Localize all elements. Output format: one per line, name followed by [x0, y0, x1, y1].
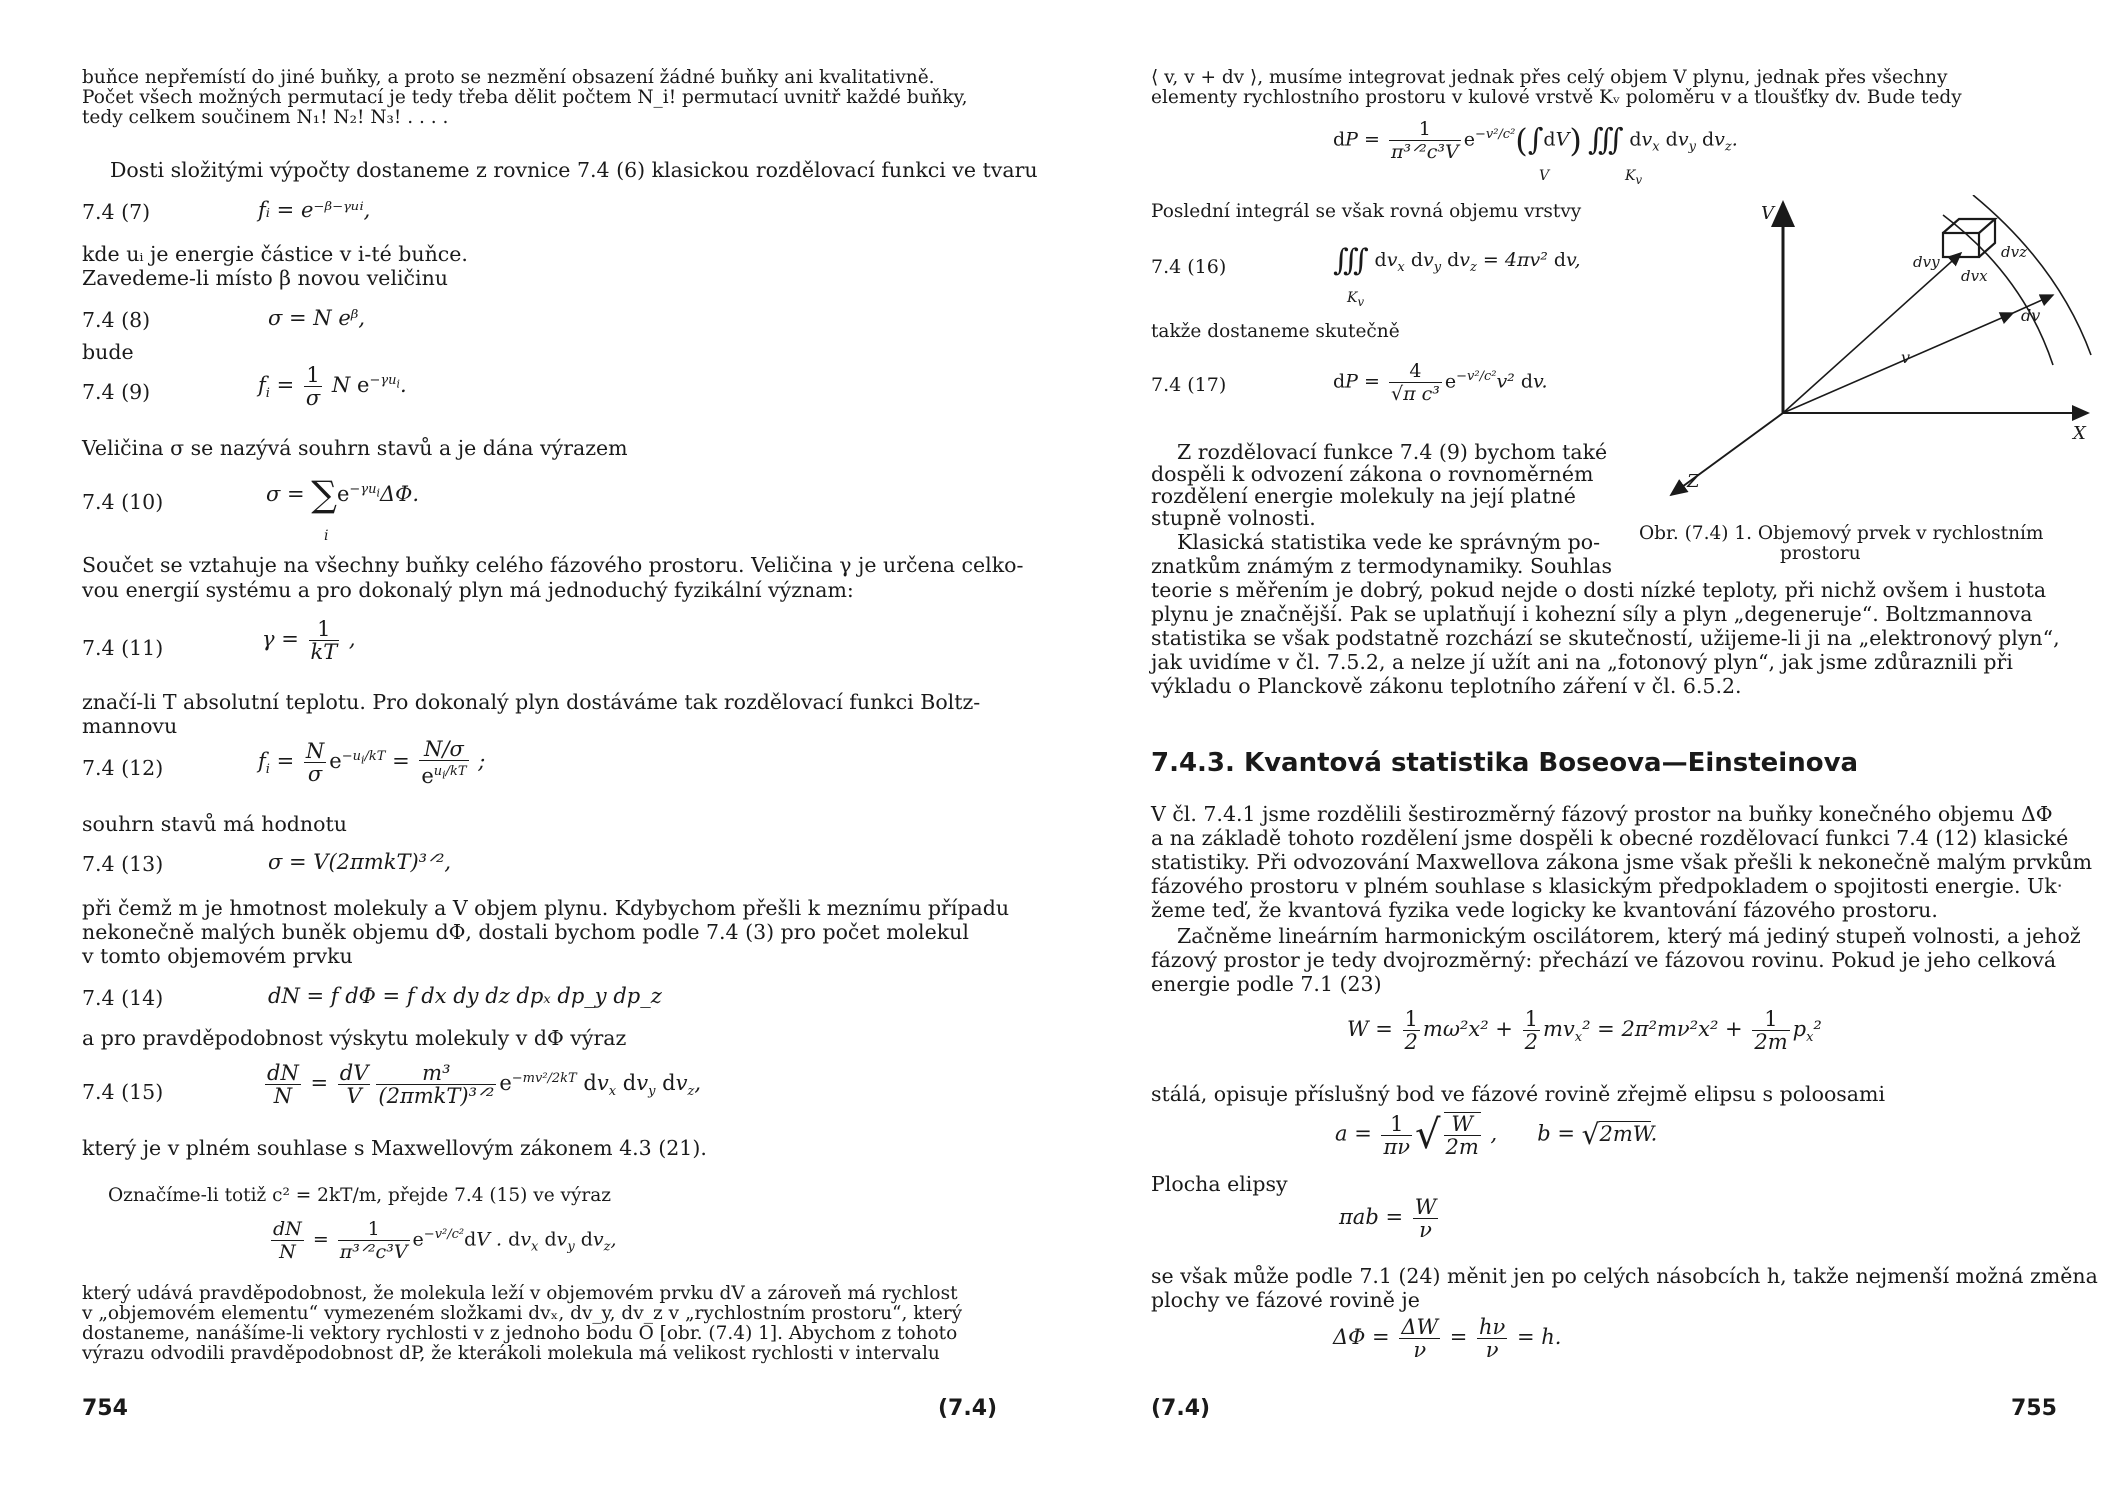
paragraph-line: při čemž m je hmotnost molekuly a V objem plynu. Kdybychom přešli k meznímu případu	[82, 896, 1010, 920]
dvx-label: dvx	[1961, 267, 1988, 285]
paragraph-line: Počet všech možných permutací je tedy třeba dělit počtem N_i! permutací uvnitř každé buňky,	[82, 87, 968, 108]
equation-label: 7.4 (9)	[82, 380, 151, 404]
paragraph-line: Součet se vztahuje na všechny buňky celého fázového prostoru. Veličina γ je určena celko-	[82, 553, 1024, 577]
section-marker: (7.4)	[1151, 1396, 1211, 1421]
paragraph-line: dostaneme, nanášíme-li vektory rychlosti v z jednoho bodu O [obr. (7.4) 1]. Abychom z tohoto	[82, 1323, 958, 1344]
paragraph-line: Zavedeme-li místo β novou veličinu	[82, 266, 448, 290]
paragraph-line: statistiky. Při odvozování Maxwellova zákona jsme však přešli k nekonečně malým prvkům	[1151, 850, 2093, 874]
paragraph-line: plochy ve fázové rovině je	[1151, 1288, 1420, 1312]
paragraph-line: kde uᵢ je energie částice v i-té buňce.	[82, 242, 468, 266]
figure-caption: Obr. (7.4) 1. Objemový prvek v rychlostním	[1639, 523, 2044, 544]
paragraph-line: Označíme-li totiž c² = 2kT/m, přejde 7.4 (15) ve výraz	[108, 1185, 612, 1206]
equation-label: 7.4 (14)	[82, 986, 164, 1010]
figure-caption: prostoru	[1780, 543, 1861, 564]
page-number: 755	[2011, 1396, 2057, 1421]
paragraph-line: Z rozdělovací funkce 7.4 (9) bychom také	[1177, 440, 1608, 464]
paragraph-line: takže dostaneme skutečně	[1151, 321, 1400, 342]
equation-17: dP = $\frac{4}{\text{√π c³}}$ $e^{-v^2/c^2}v^2$ dv.	[1333, 360, 1548, 405]
paragraph-line: tedy celkem součinem N₁! N₂! N₃! . . . .	[82, 107, 449, 128]
equation-delta-phi: ΔΦ = $\frac{\Delta W}{\nu}$ = $\frac{h\nu}{\nu}$ = h.	[1333, 1315, 1562, 1362]
paragraph-line: Dosti složitými výpočty dostaneme z rovnice 7.4 (6) klasickou rozdělovací funkci ve tvaru	[110, 158, 1038, 182]
paragraph-line: v tomto objemovém prvku	[82, 944, 353, 968]
paragraph-line: fázový prostor je tedy dvojrozměrný: přechází ve fázovou rovinu. Pokud je jeho celková	[1151, 948, 2057, 972]
paragraph-line: se však může podle 7.1 (24) měnit jen po celých násobcích h, takže nejmenší možná změna	[1151, 1264, 2098, 1288]
equation-dP: dP = $\frac{1}{\text{π³ᐟ²c³V}}$ $e^{-v^2/c^2}(\int dV)$ ∭ $dv_x$ $dv_y$ $dv_z$. V $K_v$	[1333, 118, 1738, 187]
dv-label: dv	[2021, 306, 2041, 325]
equation-semiaxes: a = $\frac{1}{\pi\nu}$ √ $\frac{W}{2m}$ , b = √2mW.	[1335, 1111, 1658, 1159]
dvz-label: dvz	[2001, 243, 2027, 261]
velocity-vector	[1783, 313, 2013, 413]
paragraph-line: teorie s měřením je dobrý, pokud nejde o dosti nízké teploty, při nichž ovšem i hustota	[1151, 578, 2047, 602]
equation-label: 7.4 (15)	[82, 1080, 164, 1104]
equation-10: $\sigma = \sum e^{-\gamma u_i}\Delta\Phi$. i	[266, 474, 419, 544]
paragraph-line: mannovu	[82, 714, 178, 738]
paragraph-line: výkladu o Planckově zákonu teplotního záření v čl. 6.5.2.	[1151, 674, 1742, 698]
page-number: 754	[82, 1396, 128, 1421]
paragraph-line: energie podle 7.1 (23)	[1151, 972, 1382, 996]
paragraph-line: plynu je značnější. Pak se uplatňují i kohezní síly a plyn „degeneruje“. Boltzmannova	[1151, 602, 2033, 626]
equation-energy: W = $\frac{1}{2}$ mω²x² + $\frac{1}{2}$ $mv_x^2 = 2\pi^2m\nu^2x^2$ + $\frac{1}{2m}$ $p_x^2$	[1347, 1007, 1822, 1054]
equation: σ = V(2πmkT)³ᐟ²,	[268, 850, 452, 874]
right-page	[1063, 0, 2126, 1500]
paragraph-line: V čl. 7.4.1 jsme rozdělili šestirozměrný fázový prostor na buňky konečného objemu ΔΦ	[1151, 802, 2053, 826]
equation-15: $\frac{dN}{N}$ = $\frac{dV}{V}$ $\frac{\text{m³}}{\text{(2πmkT)³ᐟ²}}$ $e^{-mv^2/2kT}$ $dv_x$ $dv_y$ $dv_z$,	[267, 1061, 702, 1108]
paragraph-line: značí-li T absolutní teplotu. Pro dokonalý plyn dostáváme tak rozdělovací funkci Boltz-	[82, 690, 981, 714]
paragraph-line: který udává pravděpodobnost, že molekula leží v objemovém prvku dV a zároveň má rychlost	[82, 1283, 958, 1304]
paragraph-line: a na základě tohoto rozdělení jsme dospěli k obecné rozdělovací funkci 7.4 (12) klasické	[1151, 826, 2069, 850]
paragraph-line: stupně volnosti.	[1151, 506, 1316, 530]
paragraph-line: v „objemovém elementu“ vymezeném složkami dvₓ, dv_y, dv_z v „rychlostním prostoru“, který	[82, 1303, 963, 1324]
paragraph-line: fázového prostoru v plném souhlase s klasickým předpokladem o spojitosti energie. Ukᐧ	[1151, 874, 2062, 898]
equation: σ = N eᵝ,	[268, 306, 366, 330]
paragraph-line: Poslední integrál se však rovná objemu vrstvy	[1151, 201, 1582, 222]
equation: fᵢ = e⁻ᵝ⁻ᵞᵘⁱ,	[258, 198, 371, 222]
paragraph-line: bude	[82, 340, 134, 364]
equation-label: 7.4 (16)	[1151, 256, 1227, 278]
equation-label: 7.4 (7)	[82, 200, 151, 224]
shell-inner-arc	[1943, 215, 2053, 365]
paragraph-line: stálá, opisuje příslušný bod ve fázové rovině zřejmě elipsu s poloosami	[1151, 1082, 1886, 1106]
volume-vector	[1783, 253, 1961, 413]
paragraph-line: statistika se však podstatně rozchází se skutečností, užijeme-li ji na „elektronový plyn“,	[1151, 626, 2060, 650]
v-axis-label: V	[1761, 203, 1774, 224]
equation-label: 7.4 (12)	[82, 756, 164, 780]
paragraph-line: dospěli k odvození zákona o rovnoměrném	[1151, 462, 1594, 486]
paragraph-line: výrazu odvodili pravděpodobnost dP, že kterákoli molekula má velikost rychlosti v intervalu	[82, 1343, 940, 1364]
paragraph-line: Klasická statistika vede ke správným po-	[1177, 530, 1600, 554]
equation: dN = f dΦ = f dx dy dz dpₓ dp_y dp_z	[268, 984, 662, 1008]
paragraph-line: ⟨ v, v + dv ⟩, musíme integrovat jednak přes celý objem V plynu, jednak přes všechny	[1151, 67, 1948, 88]
z-axis-label: Z	[1687, 471, 1700, 492]
equation-area: πab = $\frac{W}{\nu}$	[1339, 1195, 1437, 1242]
equation-label: 7.4 (11)	[82, 636, 164, 660]
dvy-label: dvy	[1913, 253, 1940, 271]
paragraph-line: a pro pravděpodobnost výskytu molekuly v dΦ výraz	[82, 1026, 627, 1050]
paragraph-line: který je v plném souhlase s Maxwellovým zákonem 4.3 (21).	[82, 1136, 707, 1160]
section-marker: (7.4)	[938, 1396, 998, 1421]
equation-9: $f_i$ = $\frac{1}{\sigma}$ N $e^{-\gamma u_i}$.	[258, 363, 407, 410]
section-heading: 7.4.3. Kvantová statistika Boseova—Einsteinova	[1151, 748, 1859, 778]
equation-label: 7.4 (8)	[82, 308, 151, 332]
paragraph-line: jak uvidíme v čl. 7.5.2, a nelze jí užít ani na „fotonový plyn“, jak jsme zdůraznili při	[1151, 650, 2013, 674]
equation-label: 7.4 (13)	[82, 852, 164, 876]
paragraph-line: Veličina σ se nazývá souhrn stavů a je dána výrazem	[82, 436, 628, 460]
equation-12: $f_i$ = $\frac{N}{\sigma}$ $e^{-u_i/kT}$ = $\frac{N/\sigma}{e^{u_i/kT}}$ ;	[258, 737, 486, 788]
equation-15b: $\frac{dN}{N}$ = $\frac{1}{\text{π³ᐟ²c³V}}$ $e^{-v^2/c^2}dV$ . $dv_x$ $dv_y$ $dv_z$,	[273, 1218, 617, 1263]
volume-element-cube	[1943, 219, 1995, 257]
paragraph-line: Plocha elipsy	[1151, 1172, 1288, 1196]
paragraph-line: rozdělení energie molekuly na její platné	[1151, 484, 1576, 508]
paragraph-line: žeme teď, že kvantová fyzika vede logicky ke kvantování fázového prostoru.	[1151, 898, 1938, 922]
equation-16: ∭ $dv_x$ $dv_y$ $dv_z = 4\pi v^2$ dv, $K_v$	[1333, 243, 1581, 309]
paragraph-line: nekonečně malých buněk objemu dΦ, dostali bychom podle 7.4 (3) pro počet molekul	[82, 920, 969, 944]
equation-11: γ = $\frac{1}{kT}$ ,	[262, 617, 356, 664]
equation-label: 7.4 (10)	[82, 490, 164, 514]
paragraph-line: vou energií systému a pro dokonalý plyn má jednoduchý fyzikální význam:	[82, 578, 854, 602]
paragraph-line: elementy rychlostního prostoru v kulové vrstvě Kᵥ poloměru v a tloušťky dv. Bude tedy	[1151, 87, 1962, 108]
paragraph-line: Začněme lineárním harmonickým oscilátorem, který má jediný stupeň volnosti, a jehož	[1177, 924, 2081, 948]
x-axis-label: X	[2073, 423, 2086, 444]
v-label: v	[1901, 348, 1911, 367]
equation-label: 7.4 (17)	[1151, 374, 1227, 396]
velocity-space-figure	[1583, 195, 2103, 515]
paragraph-line: souhrn stavů má hodnotu	[82, 812, 347, 836]
paragraph-line: buňce nepřemístí do jiné buňky, a proto se nezmění obsazení žádné buňky ani kvalitativně.	[82, 67, 935, 88]
paragraph-line: znatkům známým z termodynamiky. Souhlas	[1151, 554, 1613, 578]
